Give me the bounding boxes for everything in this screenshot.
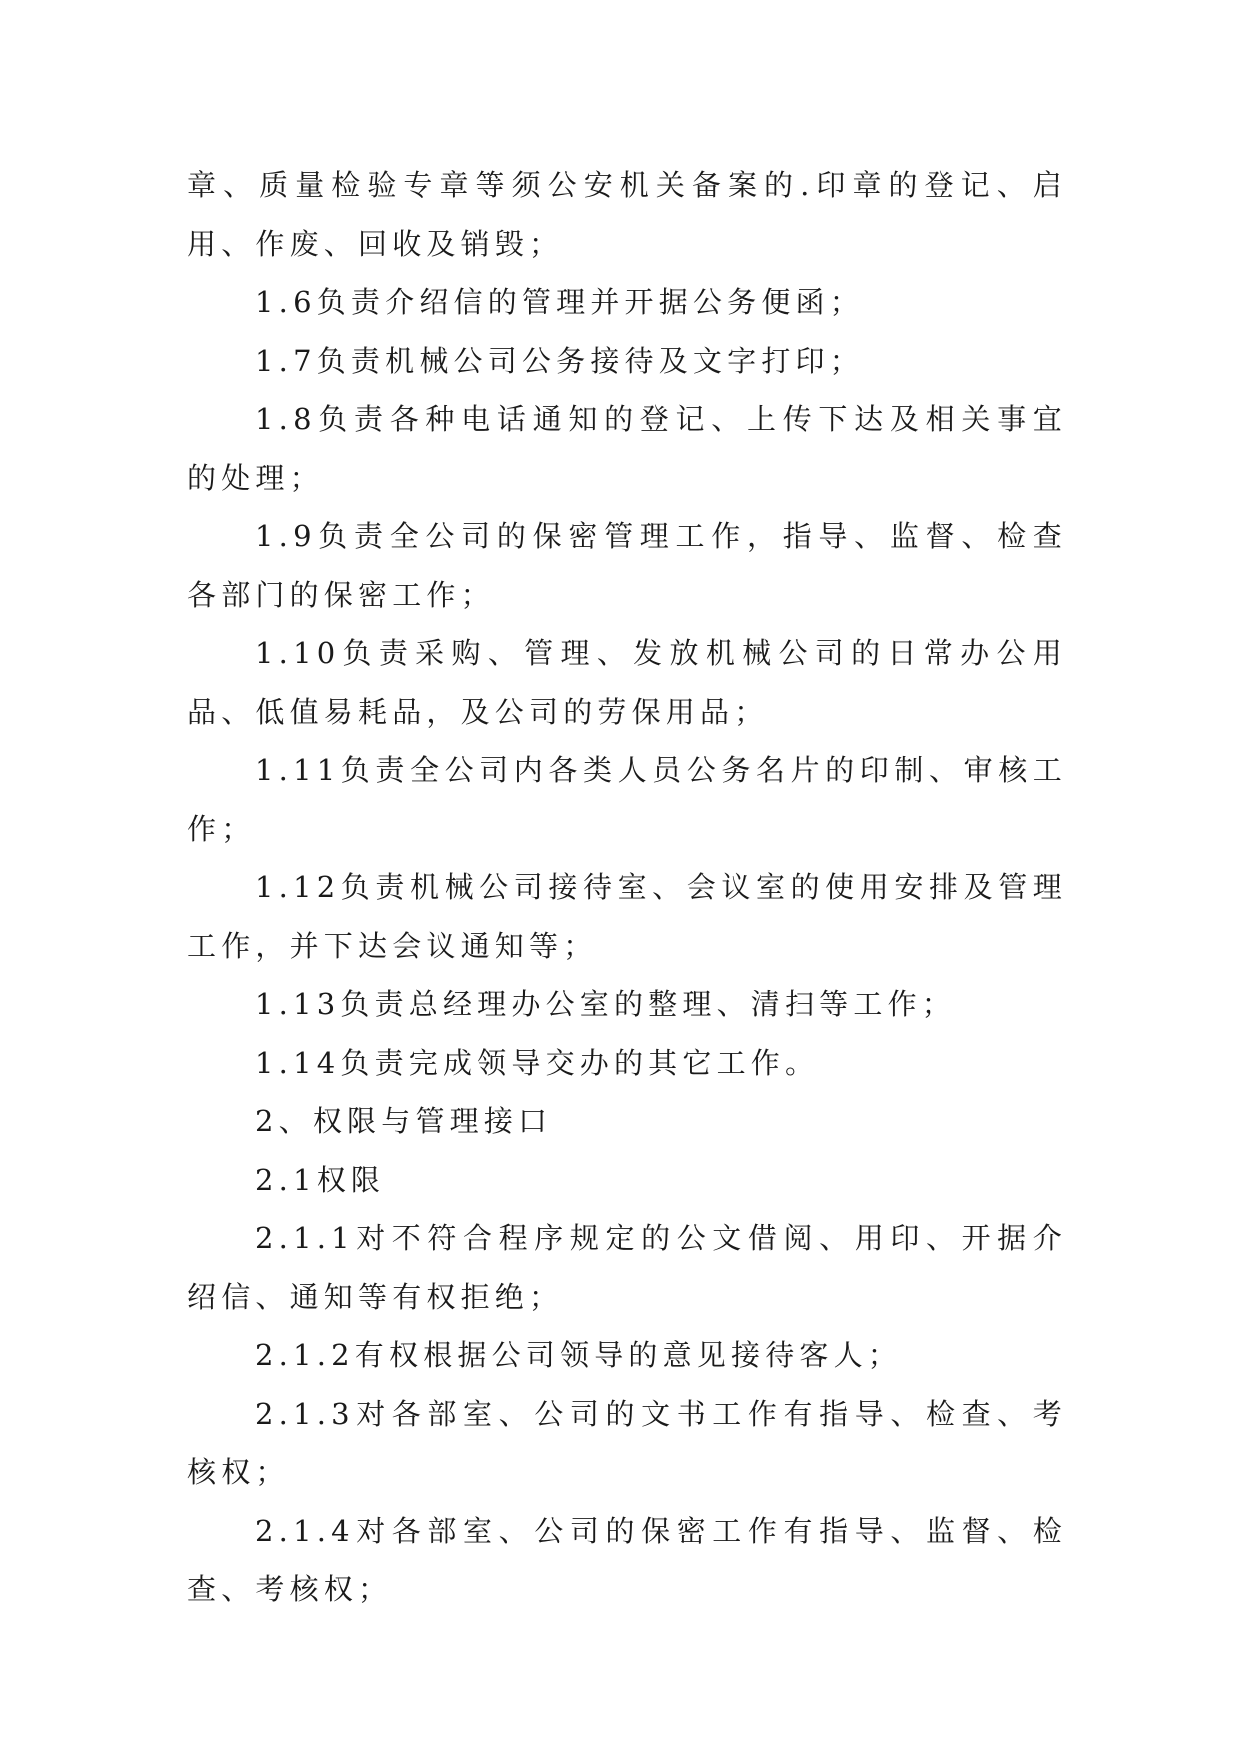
paragraph-1-7: 1.7负责机械公司公务接待及文字打印； — [255, 343, 864, 378]
paragraph-1-6: 1.6负责介绍信的管理并开据公务便函； — [255, 285, 864, 319]
paragraph-1-14: 1.14负责完成领导交办的其它工作。 — [255, 1045, 820, 1080]
paragraph-1-10: 1.10负责采购、管理、发放机械公司的日常办公用品、低值易耗品，及公司的劳保用品； — [187, 636, 1067, 729]
paragraph-2-1-4: 2.1.4对各部室、公司的保密工作有指导、监督、检查、考核权； — [187, 1513, 1067, 1606]
paragraph-1-9: 1.9负责全公司的保密管理工作，指导、监督、检查各部门的保密工作； — [187, 519, 1067, 612]
paragraph-2-1-1: 2.1.1对不符合程序规定的公文借阅、用印、开据介绍信、通知等有权拒绝； — [187, 1221, 1067, 1314]
paragraph-1-13: 1.13负责总经理办公室的整理、清扫等工作； — [255, 987, 956, 1021]
paragraph-2-1-2: 2.1.2有权根据公司领导的意见接待客人； — [255, 1338, 902, 1372]
subsection-heading-2-1: 2.1权限 — [255, 1162, 386, 1197]
paragraph-1-12: 1.12负责机械公司接待室、会议室的使用安排及管理工作，并下达会议通知等； — [187, 870, 1067, 963]
document-body — [187, 156, 1067, 1619]
paragraph-seal-management-continued: 章、质量检验专章等须公安机关备案的.印章的登记、启用、作废、回收及销毁； — [187, 168, 1067, 261]
section-heading-2: 2、权限与管理接口 — [255, 1104, 553, 1138]
paragraph-1-8: 1.8负责各种电话通知的登记、上传下达及相关事宜的处理； — [187, 402, 1067, 495]
paragraph-1-11: 1.11负责全公司内各类人员公务名片的印制、审核工作； — [187, 753, 1067, 846]
paragraph-2-1-3: 2.1.3对各部室、公司的文书工作有指导、检查、考核权； — [187, 1396, 1067, 1489]
